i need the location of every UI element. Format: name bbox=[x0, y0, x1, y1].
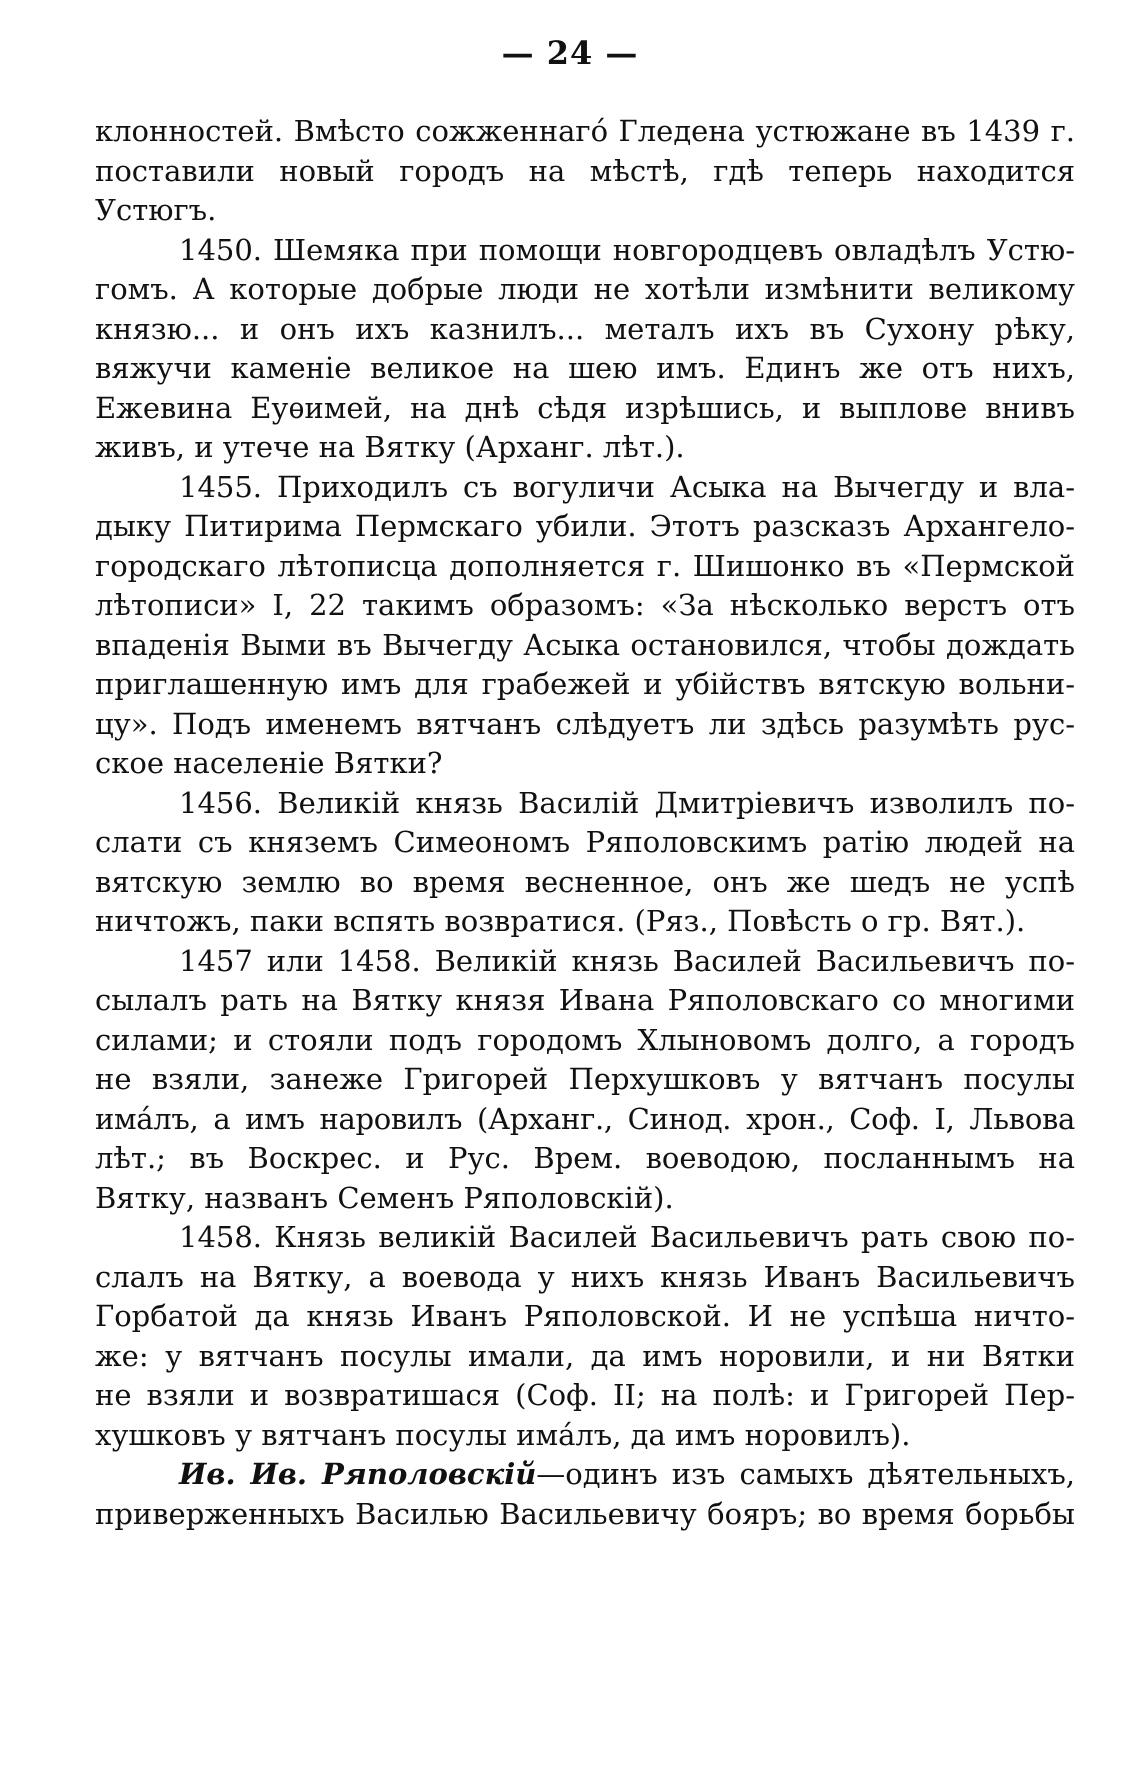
text-line: 1455. Приходилъ съ вогуличи Асыка на Вычегду и вла- bbox=[179, 469, 1075, 504]
text-line: же: у вятчанъ посулы имали, да имъ норовили, и ни Вятки bbox=[95, 1338, 1075, 1373]
text-line: Устюгъ. bbox=[95, 193, 217, 227]
text-line: поставили новый городъ на мѣстѣ, гдѣ теперь находится bbox=[95, 153, 1075, 188]
text-line: приверженныхъ Василью Васильевичу бояръ; во время борьбы bbox=[95, 1496, 1075, 1531]
text-line: 1457 или 1458. Великій князь Василей Васильевичъ по- bbox=[179, 943, 1075, 978]
text-line: лѣтописи» I, 22 такимъ образомъ: «За нѣсколько верстъ отъ bbox=[95, 588, 1075, 622]
text-line: дыку Питирима Пермскаго убили. Этотъ разсказъ Архангело- bbox=[95, 509, 1075, 543]
text-line: хушковъ у вятчанъ посулы имáлъ, да имъ норовилъ). bbox=[95, 1417, 911, 1452]
text-line: гомъ. А которые добрые люди не хотѣли измѣнити великому bbox=[95, 272, 1075, 306]
body-text bbox=[95, 112, 1075, 1534]
text-line: Ежевина Еуѳимей, на днѣ сѣдя изрѣшись, и выплове внивъ bbox=[95, 390, 1075, 425]
text-line: городскаго лѣтописца дополняется г. Шишонко въ «Пермской bbox=[95, 548, 1075, 583]
text-line: цу». Подъ именемъ вятчанъ слѣдуетъ ли здѣсь разумѣть рус- bbox=[95, 706, 1075, 741]
text-line: 1456. Великій князь Василій Дмитріевичъ изволилъ по- bbox=[179, 785, 1075, 820]
text-line: князю... и онъ ихъ казнилъ... металъ ихъ въ Сухону рѣку, bbox=[95, 311, 1075, 346]
text-line: лѣт.; въ Воскрес. и Рус. Врем. воеводою, посланнымъ на bbox=[95, 1141, 1075, 1175]
text-line bbox=[95, 1455, 1075, 1495]
text-line: сылалъ рать на Вятку князя Ивана Ряполовскаго со многими bbox=[95, 983, 1075, 1017]
italic-name: Ив. Ив. Ряполовскій bbox=[179, 1457, 537, 1491]
text-line: 1458. Князь великій Василей Васильевичъ рать свою по- bbox=[179, 1220, 1075, 1254]
text-line: Горбатой да князь Иванъ Ряполовской. И не успѣша ничто- bbox=[95, 1299, 1075, 1333]
text-line: не взяли и возвратишася (Соф. II; на полѣ: и Григорей Пер- bbox=[95, 1378, 1075, 1412]
text-line: впаденія Выми въ Вычегду Асыка остановился, чтобы дождать bbox=[95, 627, 1075, 662]
text-line: Вятку, названъ Семенъ Ряполовскій). bbox=[95, 1180, 674, 1215]
text-line: 1450. Шемяка при помощи новгородцевъ овладѣлъ Устю- bbox=[179, 232, 1075, 267]
text-line: имáлъ, а имъ наровилъ (Арханг., Синод. хрон., Соф. I, Львова bbox=[95, 1101, 1075, 1136]
text-line: силами; и стояли подъ городомъ Хлыновомъ долго, а городъ bbox=[95, 1022, 1075, 1057]
text-line: живъ, и утече на Вятку (Арханг. лѣт.). bbox=[95, 430, 685, 464]
text-line: вяжучи каменіе великое на шею имъ. Единъ же отъ нихъ, bbox=[95, 351, 1075, 385]
text-line: вятскую землю во время весненное, онъ же шедъ не успѣ bbox=[95, 864, 1075, 899]
text-line: ское населеніе Вятки? bbox=[95, 746, 443, 780]
text-line: клонностей. Вмѣсто сожженнагó Гледена устюжане въ 1439 г. bbox=[95, 114, 1075, 148]
text-fragment: —одинъ изъ самыхъ дѣятельныхъ, bbox=[536, 1457, 1075, 1491]
text-line: ничтожъ, паки вспять возвратися. (Ряз., Повѣсть о гр. Вят.). bbox=[95, 904, 1026, 938]
text-line: слати съ княземъ Симеономъ Ряполовскимъ ратію людей на bbox=[95, 825, 1075, 859]
text-line: не взяли, занеже Григорей Перхушковъ у вятчанъ посулы bbox=[95, 1062, 1075, 1096]
text-line: слалъ на Вятку, а воевода у нихъ князь Иванъ Васильевичъ bbox=[95, 1259, 1075, 1294]
page-number: — 24 — bbox=[501, 34, 639, 72]
text-line: приглашенную имъ для грабежей и убійствъ вятскую вольни- bbox=[95, 667, 1075, 701]
